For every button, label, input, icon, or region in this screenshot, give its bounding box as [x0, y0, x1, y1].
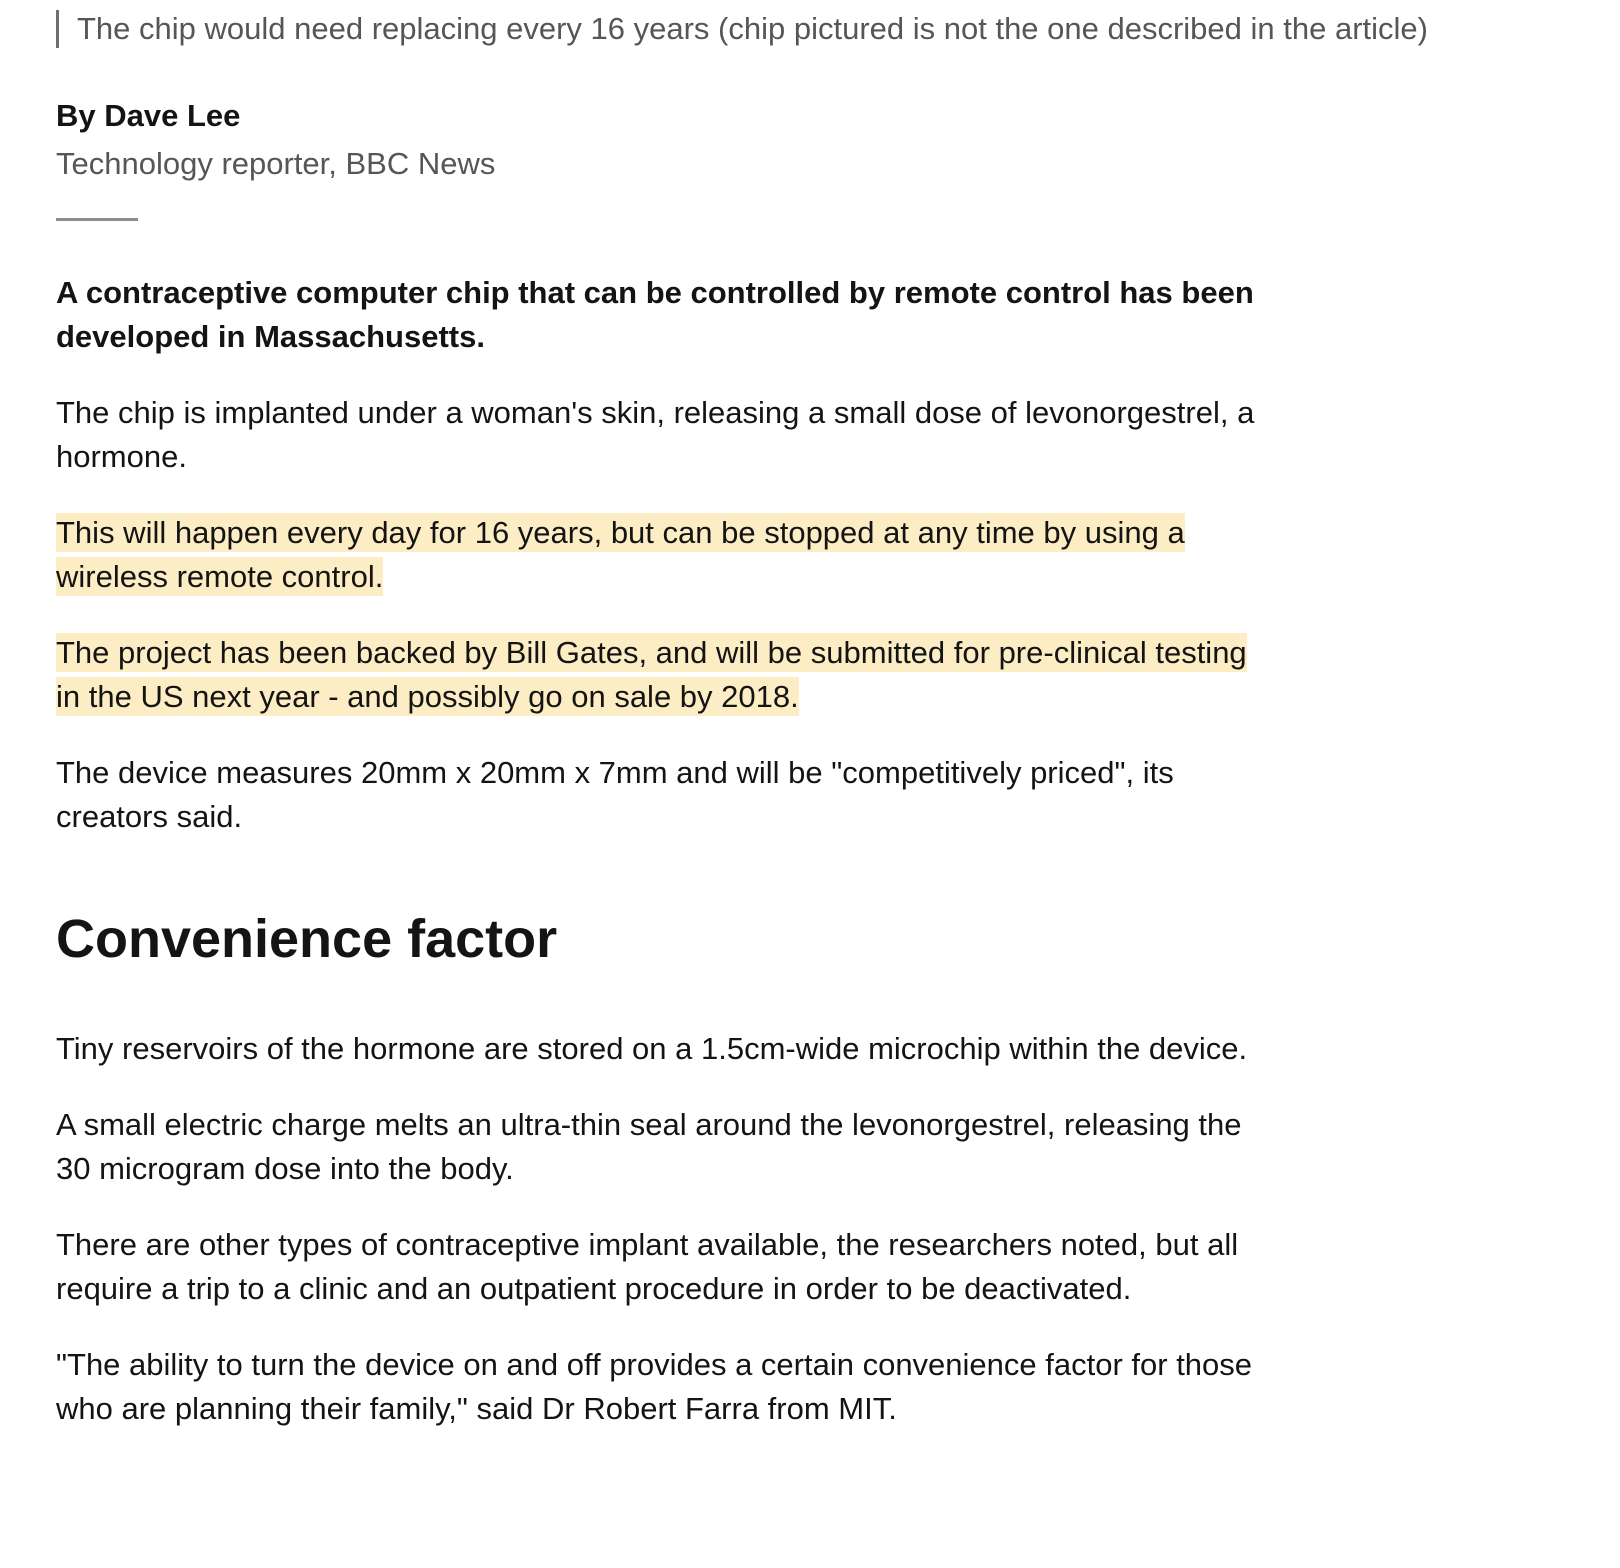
section-heading: Convenience factor: [56, 909, 558, 969]
author-name: By Dave Lee: [56, 98, 241, 133]
author-role: Technology reporter, BBC News: [56, 146, 496, 181]
paragraph-4: The device measures 20mm x 20mm x 7mm and will be "competitively priced", its creators said.: [56, 755, 1174, 834]
paragraph-7: There are other types of contraceptive implant available, the researchers noted, but all require a trip to a clinic and an outpatient procedure in order to be deactivated.: [56, 1227, 1239, 1306]
paragraph-1: The chip is implanted under a woman's skin, releasing a small dose of levonorgestrel, a hormone.: [56, 395, 1255, 474]
lead-paragraph: A contraceptive computer chip that can be controlled by remote control has been developed in Massachusetts.: [56, 275, 1254, 354]
byline-divider: [56, 218, 138, 221]
byline: [56, 92, 1596, 188]
highlighted-text: The project has been backed by Bill Gates, and will be submitted for pre-clinical testing in the US next year - and possibly go on sale by 2018.: [56, 635, 1247, 714]
paragraph-5: Tiny reservoirs of the hormone are stored on a 1.5cm-wide microchip within the device.: [56, 1031, 1248, 1066]
paragraph-2: [56, 511, 1256, 599]
article-page: [56, 0, 1596, 1463]
paragraph-3: [56, 631, 1256, 719]
paragraph-8: "The ability to turn the device on and off provides a certain convenience factor for those who are planning their family," said Dr Robert Farra from MIT.: [56, 1347, 1253, 1426]
image-caption: The chip would need replacing every 16 years (chip pictured is not the one described in the article): [56, 10, 1596, 48]
paragraph-6: A small electric charge melts an ultra-thin seal around the levonorgestrel, releasing the 30 microgram dose into the body.: [56, 1107, 1242, 1186]
article-body: [56, 271, 1256, 1431]
highlighted-text: This will happen every day for 16 years, but can be stopped at any time by using a wireless remote control.: [56, 515, 1185, 594]
